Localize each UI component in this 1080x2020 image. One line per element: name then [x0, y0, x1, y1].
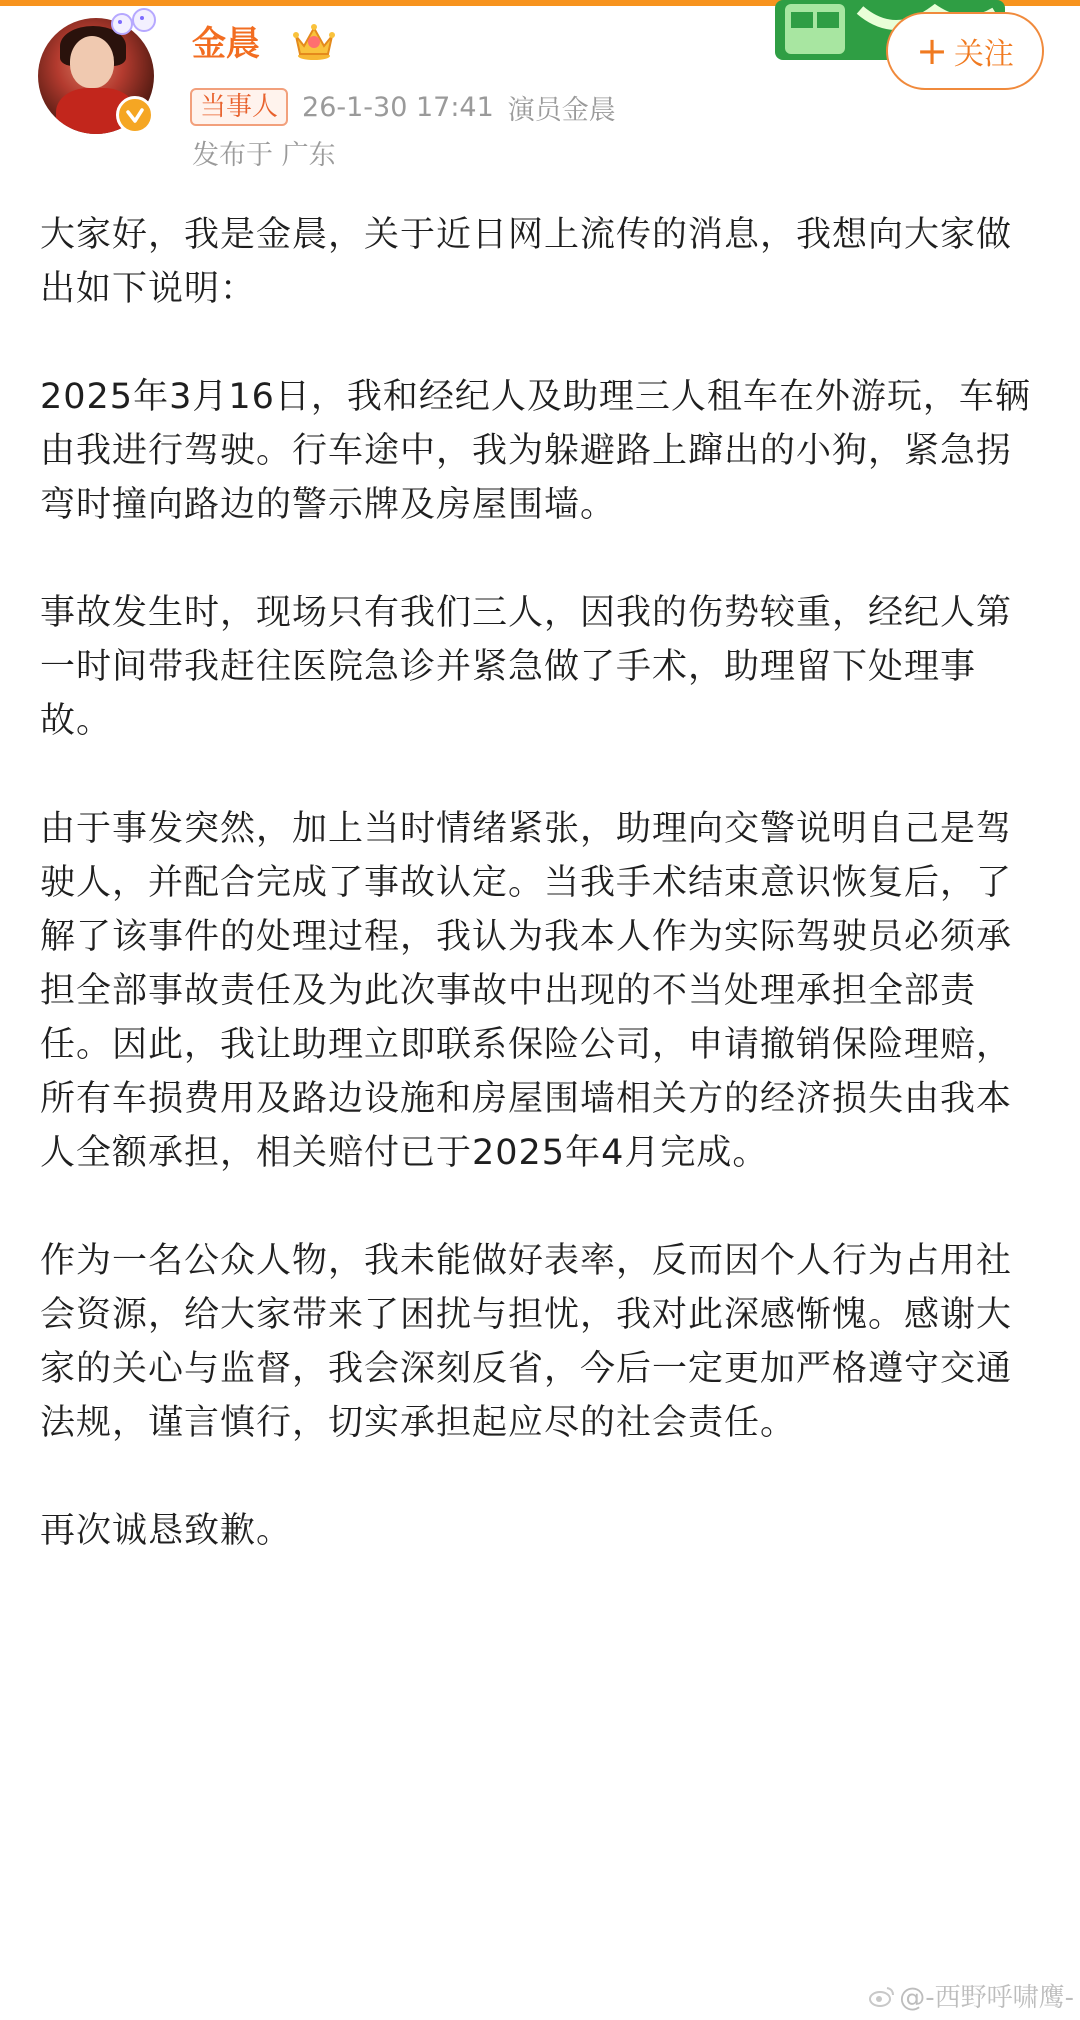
- post-timestamp: 26-1-30 17:41: [302, 91, 494, 123]
- post-body: [40, 208, 1044, 1558]
- post-location: 发布于 广东: [192, 140, 336, 171]
- follow-button[interactable]: [886, 12, 1044, 90]
- post-paragraph: 事故发生时，现场只有我们三人，因我的伤势较重，经纪人第一时间带我赶往医院急诊并紧急做了手术，助理留下处理事故。: [40, 593, 1013, 741]
- username[interactable]: 金晨: [192, 24, 260, 64]
- post-paragraph: 由于事发突然，加上当时情绪紧张，助理向交警说明自己是驾驶人，并配合完成了事故认定。当我手术结束意识恢复后，了解了该事件的处理过程，我认为我本人作为实际驾驶员必须承担全部事故责任及为此次事故中出现的不当处理承担全部责任。因此，我让助理立即联系保险公司，申请撤销保险理赔，所有车损费用及路边设施和房屋围墙相关方的经济损失由我本人全额承担，相关赔付已于2025年4月完成。: [40, 809, 1013, 1173]
- verified-badge-icon: [116, 96, 154, 134]
- crown-icon: [292, 22, 336, 62]
- watermark: [869, 1977, 1074, 2014]
- post-paragraph: 2025年3月16日，我和经纪人及助理三人租车在外游玩，车辆由我进行驾驶。行车途中，我为躲避路上蹿出的小狗，紧急拐弯时撞向路边的警示牌及房屋围墙。: [40, 377, 1031, 525]
- watermark-text: @-西野呼啸鹰-: [899, 1983, 1074, 2013]
- post-paragraph: 再次诚恳致歉。: [40, 1511, 293, 1551]
- avatar[interactable]: [38, 18, 154, 134]
- post-meta-row: [190, 86, 616, 128]
- party-tag: 当事人: [190, 88, 288, 126]
- weibo-logo-icon: [869, 1985, 895, 2007]
- follow-label: 关注: [953, 37, 1014, 72]
- post-source: 演员金晨: [507, 94, 616, 126]
- avatar-frame-decoration-icon: [108, 4, 168, 38]
- post-paragraph: 大家好，我是金晨，关于近日网上流传的消息，我想向大家做出如下说明：: [40, 215, 1013, 309]
- post-paragraph: 作为一名公众人物，我未能做好表率，反而因个人行为占用社会资源，给大家带来了困扰与担忧，我对此深感惭愧。感谢大家的关心与监督，我会深刻反省，今后一定更加严格遵守交通法规，谨言慎行，切实承担起应尽的社会责任。: [40, 1241, 1013, 1443]
- plus-icon: +: [916, 29, 948, 73]
